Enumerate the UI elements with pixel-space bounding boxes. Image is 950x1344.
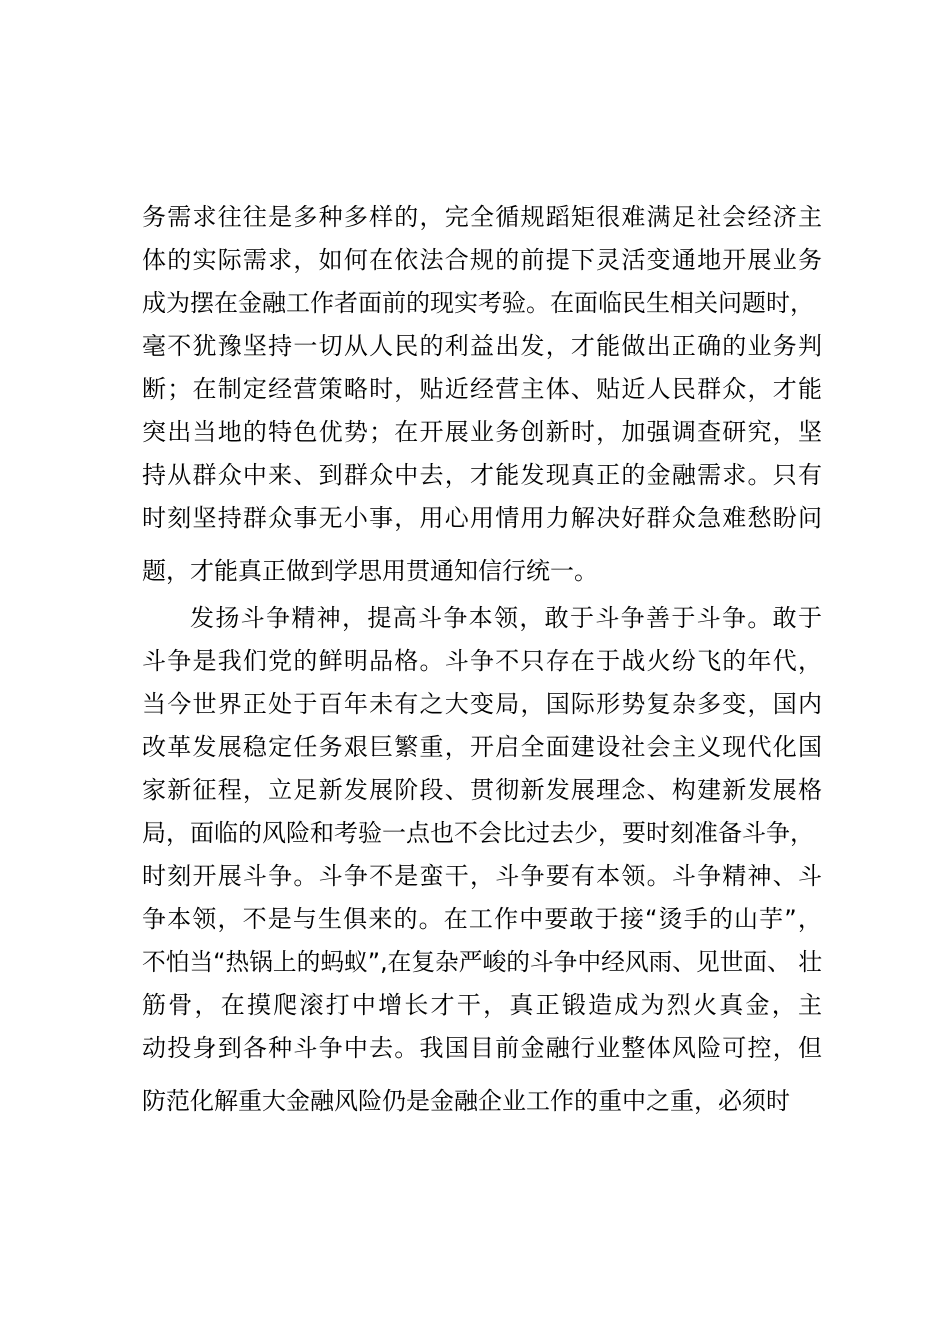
text-line: 题，才能真正做到学思用贯通知信行统一。 bbox=[142, 557, 598, 585]
text-line: 毫不犹豫坚持一切从人民的利益出发，才能做出正确的业务判 bbox=[142, 332, 824, 360]
text-line: 动投身到各种斗争中去。我国目前金融行业整体风险可控，但 bbox=[142, 1034, 824, 1062]
paragraph-first-line: 发扬斗争精神，提高斗争本领，敢于斗争善于斗争。敢于 bbox=[190, 604, 824, 632]
text-line: 防范化解重大金融风险仍是金融企业工作的重中之重，必须时 bbox=[142, 1087, 790, 1115]
text-line: 务需求往往是多种多样的，完全循规蹈矩很难满足社会经济主 bbox=[142, 203, 824, 231]
text-line: 断；在制定经营策略时，贴近经营主体、贴近人民群众，才能 bbox=[142, 375, 824, 403]
text-line: 突出当地的特色优势；在开展业务创新时，加强调查研究，坚 bbox=[142, 418, 824, 446]
text-line: 持从群众中来、到群众中去，才能发现真正的金融需求。只有 bbox=[142, 461, 824, 489]
text-line: 体的实际需求，如何在依法合规的前提下灵活变通地开展业务 bbox=[142, 246, 824, 274]
text-line: 改革发展稳定任务艰巨繁重，开启全面建设社会主义现代化国 bbox=[142, 733, 824, 761]
text-line: 筋骨，在摸爬滚打中增长才干，真正锻造成为烈火真金，主 bbox=[142, 991, 825, 1019]
text-line: 争本领，不是与生俱来的。在工作中要敢于接“烫手的山芋”， bbox=[142, 905, 824, 933]
text-line: 成为摆在金融工作者面前的现实考验。在面临民生相关问题时， bbox=[142, 289, 814, 317]
text-line: 当今世界正处于百年未有之大变局，国际形势复杂多变，国内 bbox=[142, 690, 824, 718]
text-line: 局，面临的风险和考验一点也不会比过去少，要时刻准备斗争， bbox=[142, 819, 814, 847]
text-line: 斗争是我们党的鲜明品格。斗争不只存在于战火纷飞的年代， bbox=[142, 647, 824, 675]
text-line: 时刻开展斗争。斗争不是蛮干，斗争要有本领。斗争精神、斗 bbox=[142, 862, 824, 890]
text-line: 家新征程，立足新发展阶段、贯彻新发展理念、构建新发展格 bbox=[142, 776, 824, 804]
text-line: 不怕当“热锅上的蚂蚁”,在复杂严峻的斗争中经风雨、见世面、 壮 bbox=[142, 948, 823, 976]
text-line: 时刻坚持群众事无小事，用心用情用力解决好群众急难愁盼问 bbox=[142, 504, 824, 532]
